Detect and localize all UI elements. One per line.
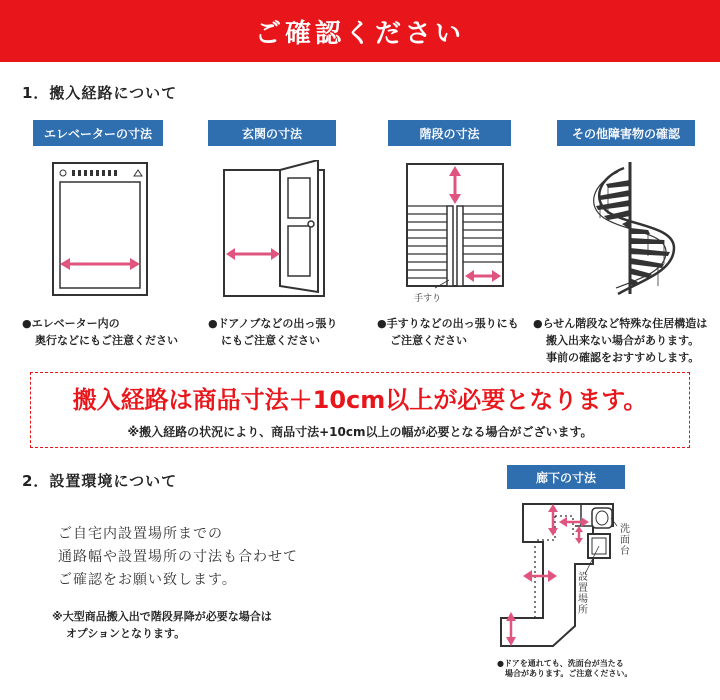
elevator-note-line2: 奥行などにもご注意ください — [35, 334, 178, 347]
hallway-caption-line1: ●ドアを通れても、洗面台が当たる — [497, 659, 624, 668]
section2-body-line2: 通路幅や設置場所の寸法も合わせて — [58, 549, 298, 565]
stairs-label: 階段の寸法 — [388, 120, 511, 146]
elevator-label: エレベーターの寸法 — [33, 120, 163, 146]
banner-title: ご確認ください — [254, 18, 465, 49]
entrance-door-illustration — [218, 160, 328, 300]
notice-subnote: ※搬入経路の状況により、商品寸法+10cm以上の幅が必要となる場合がございます。 — [127, 425, 593, 439]
spiral-staircase-illustration — [578, 160, 688, 300]
stairs-note-line2: ご注意ください — [390, 334, 467, 347]
entrance-note-line1: ●ドアノブなどの出っ張り — [208, 317, 338, 330]
stairs-illustration — [405, 160, 505, 290]
hallway-caption-line2: 場合があります。ご注意ください。 — [505, 669, 633, 678]
entrance-note — [208, 315, 378, 349]
obstacle-label: その他障害物の確認 — [557, 120, 695, 146]
section2-title: 2．設置環境について — [22, 472, 178, 490]
elevator-illustration — [50, 160, 150, 300]
section2-body — [58, 523, 378, 592]
hallway-diagram — [493, 496, 643, 656]
obstacle-note-line1: ●らせん階段など特殊な住居構造は — [533, 317, 708, 330]
install-location-label: 設置場所 — [578, 572, 588, 616]
option-note — [52, 608, 372, 642]
obstacle-note — [533, 315, 720, 366]
elevator-note-line1: ●エレベーター内の — [22, 317, 120, 330]
hallway-caption — [497, 659, 697, 679]
handrail-caption: 手すり — [414, 294, 442, 304]
section2-body-line3: ご確認をお願い致します。 — [58, 572, 237, 588]
entrance-label: 玄関の寸法 — [208, 120, 336, 146]
washbasin-label: 洗面台 — [620, 524, 630, 557]
obstacle-note-line3: 事前の確認をおすすめします。 — [546, 351, 700, 364]
entrance-note-line2: にもご注意ください — [221, 334, 320, 347]
hallway-label: 廊下の寸法 — [507, 465, 625, 489]
stairs-note-line1: ●手すりなどの出っ張りにも — [377, 317, 519, 330]
option-note-line1: ※大型商品搬入出で階段昇降が必要な場合は — [52, 610, 272, 623]
section2-body-line1: ご自宅内設置場所までの — [58, 526, 223, 542]
option-note-line2: オプションとなります。 — [66, 627, 186, 640]
notice-headline: 搬入経路は商品寸法＋10cm以上が必要となります。 — [72, 386, 648, 414]
section1-title: 1．搬入経路について — [22, 84, 178, 102]
stairs-note — [377, 315, 537, 349]
obstacle-note-line2: 搬入出来ない場合があります。 — [546, 334, 700, 347]
page-banner — [0, 0, 720, 62]
elevator-note — [22, 315, 202, 349]
